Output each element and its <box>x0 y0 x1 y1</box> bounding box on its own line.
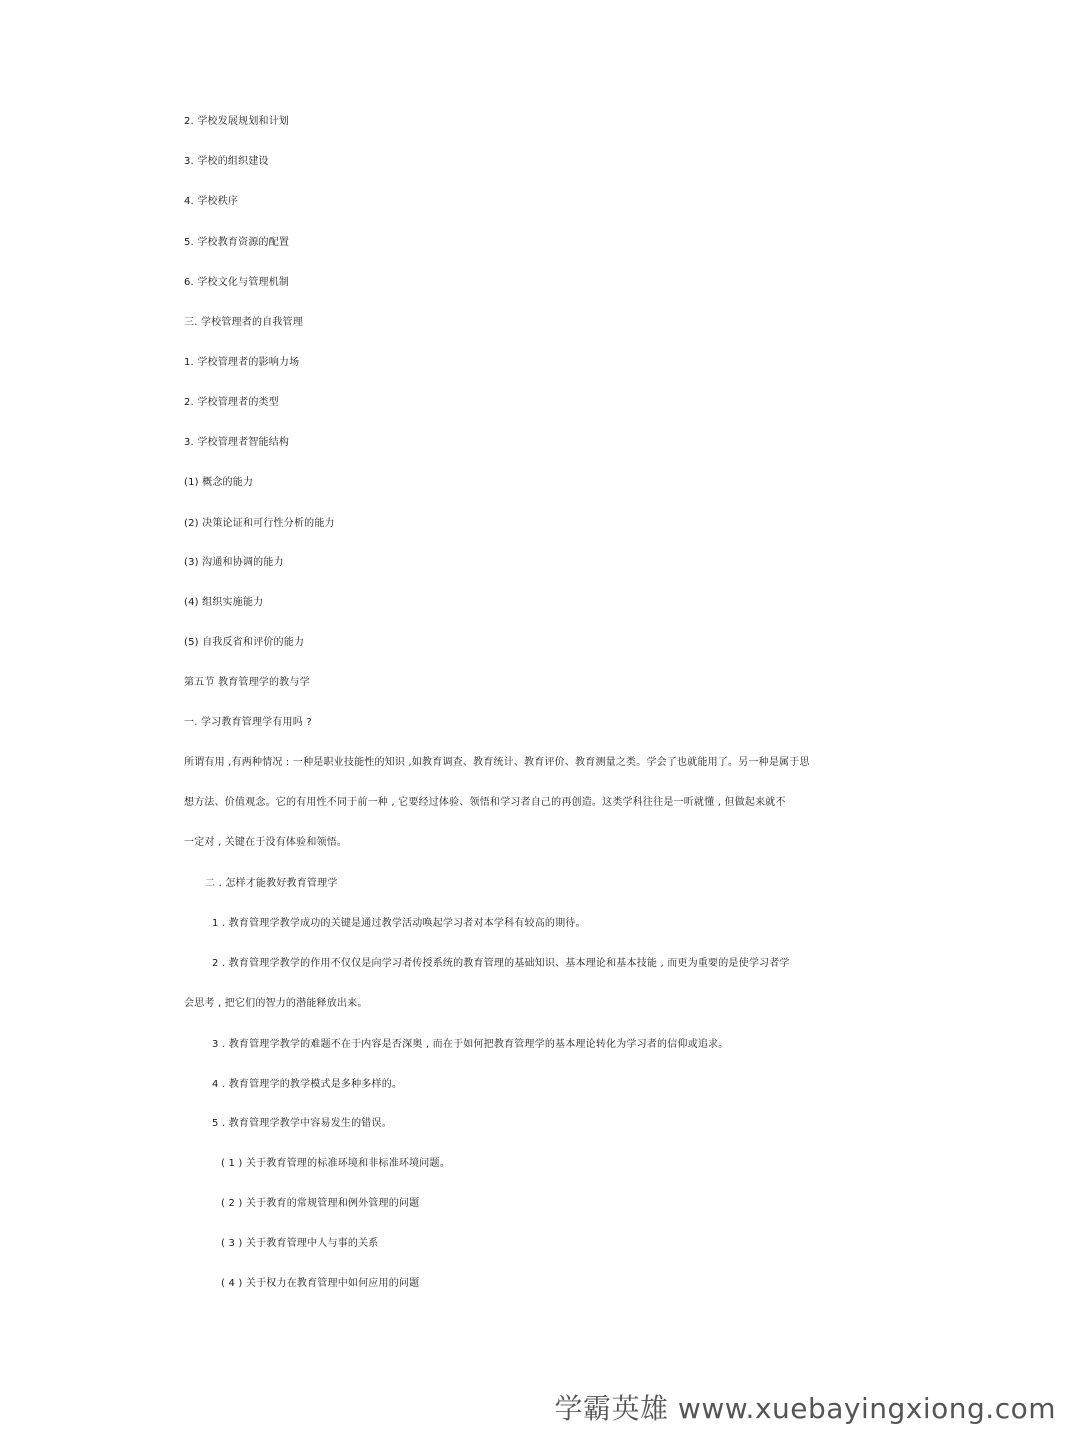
text-line: (1) 概念的能力 <box>184 477 254 488</box>
paragraph-line: 想方法、价值观念。它的有用性不同于前一种 , 它要经过体验、领悟和学习者自己的再创造。这类学科往往是一听就懂 , 但做起来就不 <box>184 797 786 808</box>
paragraph-line: 会思考 , 把它们的智力的潜能释放出来。 <box>184 998 368 1009</box>
chapter-heading: 第五节 教育管理学的教与学 <box>184 677 310 688</box>
text-line: 6. 学校文化与管理机制 <box>184 277 290 288</box>
text-line: 3 . 教育管理学教学的难题不在于内容是否深奥 , 而在于如何把教育管理学的基本理论转化为学习者的信仰或追求。 <box>212 1039 729 1050</box>
text-line: (4) 组织实施能力 <box>184 597 264 608</box>
text-line: ( 4 ) 关于权力在教育管理中如何应用的问题 <box>221 1278 420 1289</box>
site-watermark: 学霸英雄 www.xuebayingxiong.com <box>554 1392 1056 1425</box>
text-line: 5. 学校教育资源的配置 <box>184 237 290 248</box>
section-heading: 二 . 怎样才能教好教育管理学 <box>205 878 338 889</box>
text-line: 1. 学校管理者的影响力场 <box>184 357 300 368</box>
text-line: 2. 学校管理者的类型 <box>184 397 279 408</box>
text-line: 2. 学校发展规划和计划 <box>184 116 290 127</box>
text-line: 3. 学校管理者智能结构 <box>184 437 290 448</box>
text-line: ( 2 ) 关于教育的常规管理和例外管理的问题 <box>221 1198 420 1209</box>
paragraph-line: 一定对 , 关键在于没有体验和领悟。 <box>184 837 348 848</box>
section-heading: 三. 学校管理者的自我管理 <box>184 317 303 328</box>
text-line: (2) 决策论证和可行性分析的能力 <box>184 518 335 529</box>
text-line: 5 . 教育管理学教学中容易发生的错误。 <box>212 1118 392 1129</box>
text-line: (3) 沟通和协调的能力 <box>184 557 284 568</box>
text-line: 4. 学校秩序 <box>184 196 239 207</box>
text-line: 3. 学校的组织建设 <box>184 156 269 167</box>
paragraph-line: 2 . 教育管理学教学的作用不仅仅是向学习者传授系统的教育管理的基础知识、基本理论和基本技能 , 而更为重要的是使学习者学 <box>212 958 790 969</box>
section-heading: 一. 学习教育管理学有用吗 ? <box>184 717 312 728</box>
paragraph-line: 所谓有用 ,有两种情况 : 一种是职业技能性的知识 ,如教育调查、教育统计、教育评价、教育测量之类。学会了也就能用了。另一种是属于思 <box>184 757 810 768</box>
text-line: ( 3 ) 关于教育管理中人与事的关系 <box>221 1238 379 1249</box>
text-line: 1 . 教育管理学教学成功的关键是通过教学活动唤起学习者对本学科有较高的期待。 <box>212 918 586 929</box>
text-line: ( 1 ) 关于教育管理的标准环境和非标准环境问题。 <box>221 1158 450 1169</box>
text-line: 4 . 教育管理学的教学模式是多种多样的。 <box>212 1079 403 1090</box>
text-line: (5) 自我反省和评价的能力 <box>184 637 305 648</box>
